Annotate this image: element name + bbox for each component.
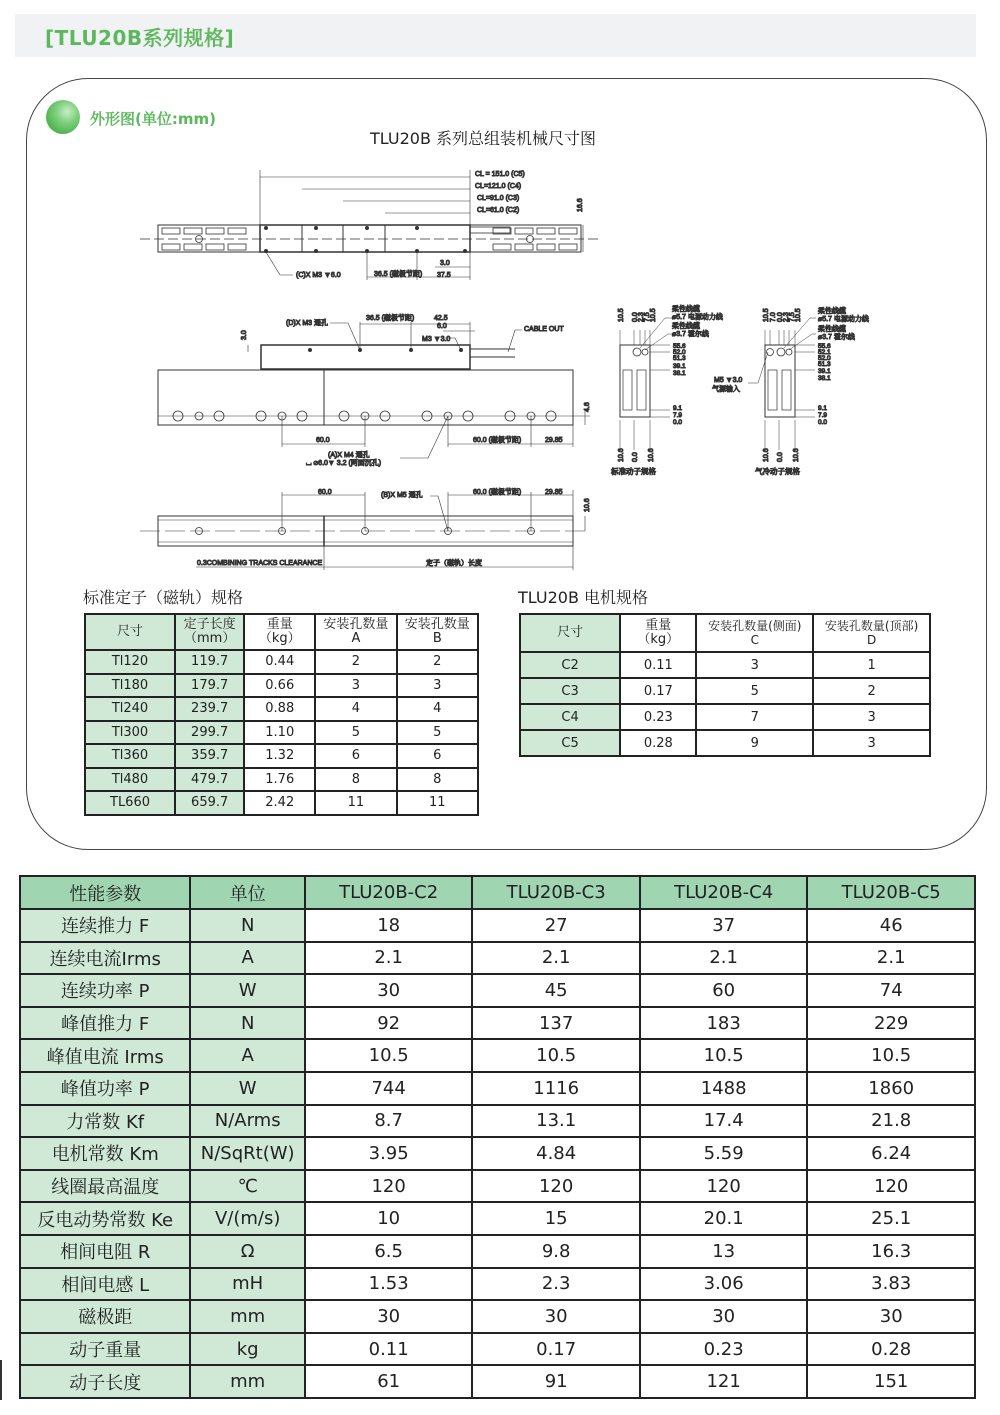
dim-3-side: 3.0	[241, 330, 248, 340]
parameter-name: 连续功率 P	[20, 974, 190, 1007]
side-pitch-60: 60.0 (磁极节距)	[473, 437, 522, 444]
parameter-value: 60	[640, 974, 808, 1007]
stator-cell: Tl480	[85, 768, 175, 792]
std-bottom-dim: 10.6	[648, 448, 655, 462]
air-bottom-dim: 10.6	[793, 448, 800, 462]
stator-cell: 5	[315, 721, 396, 745]
parameter-value: 2.3	[472, 1268, 640, 1301]
parameter-value: 3.95	[305, 1137, 473, 1170]
dim-3: 3.0	[440, 260, 450, 267]
dim-60-side: 60.0	[316, 437, 330, 444]
performance-row	[20, 1137, 975, 1170]
performance-row	[20, 909, 975, 942]
stator-cell: 8	[315, 768, 396, 792]
parameter-value: 10.5	[640, 1039, 808, 1072]
motor-cell: 0.23	[620, 704, 696, 730]
motor-cell: 7	[696, 704, 813, 730]
stator-header-length: 定子长度 （mm）	[175, 614, 244, 650]
air-cable1-spec: ⌀5.7 电源动力线	[818, 316, 869, 323]
parameter-value: 5.59	[640, 1137, 808, 1170]
motor-cell: C2	[520, 652, 620, 678]
stator-cell: 119.7	[175, 650, 244, 674]
motor-header-holes-c: 安装孔数量(侧面) C	[696, 614, 813, 652]
parameter-unit: A	[190, 1039, 304, 1072]
air-right-dim: 52.0	[818, 355, 831, 362]
parameter-name: 电机常数 Km	[20, 1137, 190, 1170]
air-right-dim: 38.1	[818, 375, 831, 382]
mover-side	[261, 345, 470, 369]
parameter-value: 4.84	[472, 1137, 640, 1170]
motor-spec-table	[519, 613, 931, 757]
motor-header-holes-d: 安装孔数量(顶部) D	[813, 614, 930, 652]
parameter-value: 10	[305, 1202, 473, 1235]
stator-row	[85, 697, 478, 721]
performance-row	[20, 1235, 975, 1268]
stator-cell: 0.88	[244, 697, 315, 721]
motor-cell: 0.28	[620, 730, 696, 756]
air-spec: M5 ▼3.0	[714, 377, 743, 384]
performance-row	[20, 1268, 975, 1301]
stator-cell: 0.44	[244, 650, 315, 674]
motor-cell: 0.11	[620, 652, 696, 678]
parameter-value: 9.8	[472, 1235, 640, 1268]
parameter-name: 连续推力 F	[20, 909, 190, 942]
title-banner	[15, 14, 976, 57]
parameter-value: 1116	[472, 1072, 640, 1105]
air-right-dim: 55.6	[818, 343, 831, 350]
stator-cell: 11	[397, 791, 478, 815]
std-right-dim: 39.1	[673, 363, 686, 370]
std-top-dim: 10.5	[650, 308, 657, 322]
performance-row	[20, 1170, 975, 1203]
parameter-value: 17.4	[640, 1105, 808, 1138]
parameter-unit: mm	[190, 1365, 304, 1398]
parameter-value: 18	[305, 909, 473, 942]
aircooled-mover-section	[748, 306, 869, 476]
parameter-value: 10.5	[472, 1039, 640, 1072]
motor-cell: 1	[813, 652, 930, 678]
air-caption: 气冷动子规格	[755, 467, 800, 476]
parameter-value: 3.83	[807, 1268, 975, 1301]
std-right-dim: 7.9	[673, 412, 683, 419]
parameter-name: 磁极距	[20, 1300, 190, 1333]
stator-cell: Tl180	[85, 674, 175, 698]
parameter-unit: mm	[190, 1300, 304, 1333]
dim-60-bottom: 60.0	[318, 489, 332, 496]
parameter-unit: N/SqRt(W)	[190, 1137, 304, 1170]
parameter-value: 120	[305, 1170, 473, 1203]
motor-cell: 0.17	[620, 678, 696, 704]
bottom-view	[140, 487, 591, 570]
stator-cell: 179.7	[175, 674, 244, 698]
page-edge-mark	[0, 1360, 2, 1400]
parameter-name: 动子重量	[20, 1333, 190, 1366]
dim-6: 6.0	[437, 323, 447, 330]
page-title: [TLU20B系列规格]	[45, 26, 235, 50]
air-right-dim: 39.1	[818, 368, 831, 375]
green-bullet-icon	[46, 100, 80, 134]
parameter-value: 2.1	[472, 942, 640, 975]
performance-table	[19, 875, 976, 1399]
parameter-value: 2.1	[305, 942, 473, 975]
parameter-value: 92	[305, 1007, 473, 1040]
std-cable1: 柔性线缆	[672, 306, 700, 313]
parameter-value: 1488	[640, 1072, 808, 1105]
performance-header: TLU20B-C3	[472, 876, 640, 909]
motor-row	[520, 730, 930, 756]
air-right-dim: 51.3	[818, 361, 831, 368]
dim-29-85-bottom: 29.85	[545, 489, 563, 496]
drawing-title: TLU20B 系列总组装机械尺寸图	[370, 129, 597, 148]
parameter-value: 2.1	[807, 942, 975, 975]
parameter-value: 1.53	[305, 1268, 473, 1301]
motor-cell: C4	[520, 704, 620, 730]
parameter-value: 21.8	[807, 1105, 975, 1138]
dim-10-6: 10.6	[584, 498, 591, 512]
motor-cell: C5	[520, 730, 620, 756]
parameter-value: 120	[640, 1170, 808, 1203]
motor-table-title: TLU20B 电机规格	[518, 588, 649, 607]
parameter-value: 46	[807, 909, 975, 942]
parameter-name: 相间电感 L	[20, 1268, 190, 1301]
parameter-value: 151	[807, 1365, 975, 1398]
dim-37-5: 37.5	[437, 272, 451, 279]
stator-cell: 2	[397, 650, 478, 674]
parameter-name: 反电动势常数 Ke	[20, 1202, 190, 1235]
stator-row	[85, 674, 478, 698]
parameter-name: 连续电流Irms	[20, 942, 190, 975]
parameter-value: 25.1	[807, 1202, 975, 1235]
std-cable2: 柔性线缆	[672, 323, 700, 330]
motor-row	[520, 678, 930, 704]
cl-c5-label: CL = 151.0 (C5)	[475, 171, 525, 178]
parameter-unit: W	[190, 974, 304, 1007]
parameter-value: 229	[807, 1007, 975, 1040]
parameter-value: 45	[472, 974, 640, 1007]
parameter-value: 37	[640, 909, 808, 942]
parameter-value: 183	[640, 1007, 808, 1040]
stator-cell: 299.7	[175, 721, 244, 745]
stator-cell: 1.10	[244, 721, 315, 745]
parameter-value: 744	[305, 1072, 473, 1105]
std-top-dim: 0.0	[632, 312, 639, 322]
stator-cell: 3	[315, 674, 396, 698]
performance-row	[20, 1072, 975, 1105]
motor-row	[520, 704, 930, 730]
motor-header-weight: 重量 （kg）	[620, 614, 696, 652]
std-bottom-dim: 0.0	[632, 452, 639, 462]
air-right-dim: 9.1	[818, 405, 828, 412]
performance-header: 单位	[190, 876, 304, 909]
std-top-dim: 7.5	[644, 312, 651, 322]
counterbore-note: ⌴ ⌀6.0▼ 3.2 (两面沉孔)	[306, 460, 382, 467]
parameter-value: 27	[472, 909, 640, 942]
stator-header-holes-a: 安装孔数量 A	[315, 614, 396, 650]
dim-29-85-side: 29.85	[545, 437, 563, 444]
std-caption: 标准动子规格	[611, 467, 656, 476]
motor-cell: 5	[696, 678, 813, 704]
std-right-dim: 51.3	[673, 355, 686, 362]
stator-spec-table	[84, 613, 479, 816]
parameter-name: 线圈最高温度	[20, 1170, 190, 1203]
air-top-dim: 7.0	[770, 312, 777, 322]
parameter-value: 91	[472, 1365, 640, 1398]
performance-row	[20, 1365, 975, 1398]
parameter-unit: N	[190, 1007, 304, 1040]
parameter-value: 6.5	[305, 1235, 473, 1268]
std-top-dim: 10.5	[618, 308, 625, 322]
parameter-value: 137	[472, 1007, 640, 1040]
std-right-dim: 38.1	[673, 370, 686, 377]
parameter-unit: N	[190, 909, 304, 942]
top-pitch-dim: 36.5 (磁极节距)	[374, 271, 423, 278]
performance-row	[20, 1007, 975, 1040]
mover-body	[260, 225, 470, 252]
parameter-value: 30	[472, 1300, 640, 1333]
cl-c3-label: CL=91.0 (C3)	[477, 195, 520, 202]
air-top-dim: 0.0	[777, 312, 784, 322]
stator-row	[85, 744, 478, 768]
parameter-name: 相间电阻 R	[20, 1235, 190, 1268]
stator-cell: TL660	[85, 791, 175, 815]
parameter-value: 30	[305, 1300, 473, 1333]
parameter-value: 74	[807, 974, 975, 1007]
stator-cell: 0.66	[244, 674, 315, 698]
stator-cell: 6	[397, 744, 478, 768]
bottom-hole-note-a: (A)X M4 通孔	[328, 452, 370, 459]
side-pitch-dim: 36.5 (磁极节距)	[366, 315, 415, 322]
parameter-unit: N/Arms	[190, 1105, 304, 1138]
stator-cell: 1.76	[244, 768, 315, 792]
performance-row	[20, 1105, 975, 1138]
parameter-value: 30	[807, 1300, 975, 1333]
performance-header: TLU20B-C5	[807, 876, 975, 909]
parameter-name: 峰值功率 P	[20, 1072, 190, 1105]
top-hole-note-d: (D)X M3 通孔	[286, 320, 328, 327]
air-top-dim: 2.3	[783, 312, 790, 322]
cl-c2-label: CL=61.0 (C2)	[477, 207, 520, 214]
performance-header: 性能参数	[20, 876, 190, 909]
parameter-value: 10.5	[305, 1039, 473, 1072]
parameter-value: 120	[472, 1170, 640, 1203]
stator-cell: 239.7	[175, 697, 244, 721]
air-top-dim: 10.5	[763, 308, 770, 322]
stator-row	[85, 768, 478, 792]
motor-cell: 3	[813, 704, 930, 730]
motor-header-size: 尺寸	[520, 614, 620, 652]
stator-cell: Tl360	[85, 744, 175, 768]
stator-cell: 2.42	[244, 791, 315, 815]
stator-header-size: 尺寸	[85, 614, 175, 650]
stator-cell: 4	[315, 697, 396, 721]
parameter-value: 0.11	[305, 1333, 473, 1366]
stator-cell: 359.7	[175, 744, 244, 768]
performance-row	[20, 942, 975, 975]
bottom-hole-note-b: (B)X M5 通孔	[381, 492, 423, 499]
stator-cell: 1.32	[244, 744, 315, 768]
air-bottom-dim: 0.0	[777, 452, 784, 462]
side-view	[158, 313, 591, 467]
parameter-value: 1860	[807, 1072, 975, 1105]
motor-cell: C3	[520, 678, 620, 704]
clearance-label: 0.3COMBINING TRACKS CLEARANCE	[197, 560, 323, 567]
top-view	[140, 170, 600, 280]
parameter-value: 30	[640, 1300, 808, 1333]
parameter-value: 2.1	[640, 942, 808, 975]
std-top-dim: 2.3	[638, 312, 645, 322]
standard-mover-section	[611, 304, 723, 476]
air-label: 气源输入	[712, 386, 740, 393]
performance-row	[20, 974, 975, 1007]
parameter-unit: mH	[190, 1268, 304, 1301]
air-right-dim: 52.1	[818, 349, 831, 356]
stator-table-title: 标准定子（磁轨）规格	[83, 588, 244, 607]
performance-header: TLU20B-C2	[305, 876, 473, 909]
stator-cell: Tl300	[85, 721, 175, 745]
stator-cell: Tl120	[85, 650, 175, 674]
stator-cell: 3	[397, 674, 478, 698]
air-right-dim: 0.0	[818, 419, 828, 426]
stator-cell: 479.7	[175, 768, 244, 792]
parameter-name: 峰值电流 Irms	[20, 1039, 190, 1072]
stator-row	[85, 721, 478, 745]
parameter-unit: ℃	[190, 1170, 304, 1203]
motor-cell: 3	[813, 730, 930, 756]
m3-note: M3 ▼3.0	[422, 336, 451, 343]
cl-c4-label: CL=121.0 (C4)	[475, 183, 522, 190]
air-right-dim: 7.9	[818, 412, 828, 419]
motor-row	[520, 652, 930, 678]
stator-cell: 5	[397, 721, 478, 745]
parameter-unit: A	[190, 942, 304, 975]
stator-header-weight: 重量 （kg）	[244, 614, 315, 650]
parameter-unit: kg	[190, 1333, 304, 1366]
std-right-dim: 9.1	[673, 405, 683, 412]
parameter-name: 动子长度	[20, 1365, 190, 1398]
height-dim: 16.6	[577, 198, 584, 212]
parameter-name: 峰值推力 F	[20, 1007, 190, 1040]
parameter-value: 8.7	[305, 1105, 473, 1138]
performance-row	[20, 1202, 975, 1235]
air-top-dim: 7.5	[789, 312, 796, 322]
mechanical-drawing	[0, 160, 1000, 580]
parameter-value: 13	[640, 1235, 808, 1268]
air-cable1: 柔性线缆	[818, 308, 846, 315]
std-bottom-dim: 10.6	[618, 448, 625, 462]
top-hole-note: (C)X M3 ▼6.0	[296, 272, 341, 279]
stator-cell: 2	[315, 650, 396, 674]
motor-cell: 3	[696, 652, 813, 678]
top-view-outline	[158, 225, 581, 252]
parameter-value: 16.3	[807, 1235, 975, 1268]
dim-4-6: 4.6	[584, 402, 591, 412]
stator-cell: Tl240	[85, 697, 175, 721]
performance-header: TLU20B-C4	[640, 876, 808, 909]
parameter-value: 0.17	[472, 1333, 640, 1366]
parameter-value: 120	[807, 1170, 975, 1203]
parameter-value: 15	[472, 1202, 640, 1235]
stator-cell: 659.7	[175, 791, 244, 815]
motor-cell: 2	[813, 678, 930, 704]
dim-42-5: 42.5	[434, 315, 448, 322]
performance-row	[20, 1300, 975, 1333]
stator-header-holes-b: 安装孔数量 B	[397, 614, 478, 650]
parameter-value: 6.24	[807, 1137, 975, 1170]
parameter-value: 20.1	[640, 1202, 808, 1235]
air-cable2: 柔性线缆	[818, 326, 846, 333]
stator-cell: 8	[397, 768, 478, 792]
rail-length-label: 定子（磁轨）长度	[426, 560, 482, 567]
parameter-value: 30	[305, 974, 473, 1007]
section-label: 外形图(单位:mm)	[90, 110, 216, 128]
parameter-value: 0.23	[640, 1333, 808, 1366]
parameter-value: 10.5	[807, 1039, 975, 1072]
parameter-unit: W	[190, 1072, 304, 1105]
bottom-pitch-60: 60.0 (磁极节距)	[473, 489, 522, 496]
stator-cell: 11	[315, 791, 396, 815]
parameter-unit: Ω	[190, 1235, 304, 1268]
std-right-dim: 55.6	[673, 343, 686, 350]
stator-row	[85, 791, 478, 815]
cable-out-label: CABLE OUT	[524, 326, 564, 333]
std-cable1-spec: ⌀5.7 电源动力线	[672, 314, 723, 321]
parameter-value: 0.28	[807, 1333, 975, 1366]
performance-row	[20, 1333, 975, 1366]
parameter-name: 力常数 Kf	[20, 1105, 190, 1138]
parameter-value: 121	[640, 1365, 808, 1398]
parameter-value: 61	[305, 1365, 473, 1398]
parameter-unit: V/(m/s)	[190, 1202, 304, 1235]
air-bottom-dim: 10.6	[763, 448, 770, 462]
stator-cell: 4	[397, 697, 478, 721]
air-top-dim: 10.5	[795, 308, 802, 322]
air-cable2-spec: ⌀3.7 霍尔线	[818, 334, 855, 341]
std-cable2-spec: ⌀3.7 霍尔线	[672, 331, 709, 338]
std-right-dim: 0.0	[673, 419, 683, 426]
performance-row	[20, 1039, 975, 1072]
parameter-value: 13.1	[472, 1105, 640, 1138]
parameter-value: 3.06	[640, 1268, 808, 1301]
std-right-dim: 52.0	[673, 349, 686, 356]
stator-cell: 6	[315, 744, 396, 768]
stator-row	[85, 650, 478, 674]
motor-cell: 9	[696, 730, 813, 756]
